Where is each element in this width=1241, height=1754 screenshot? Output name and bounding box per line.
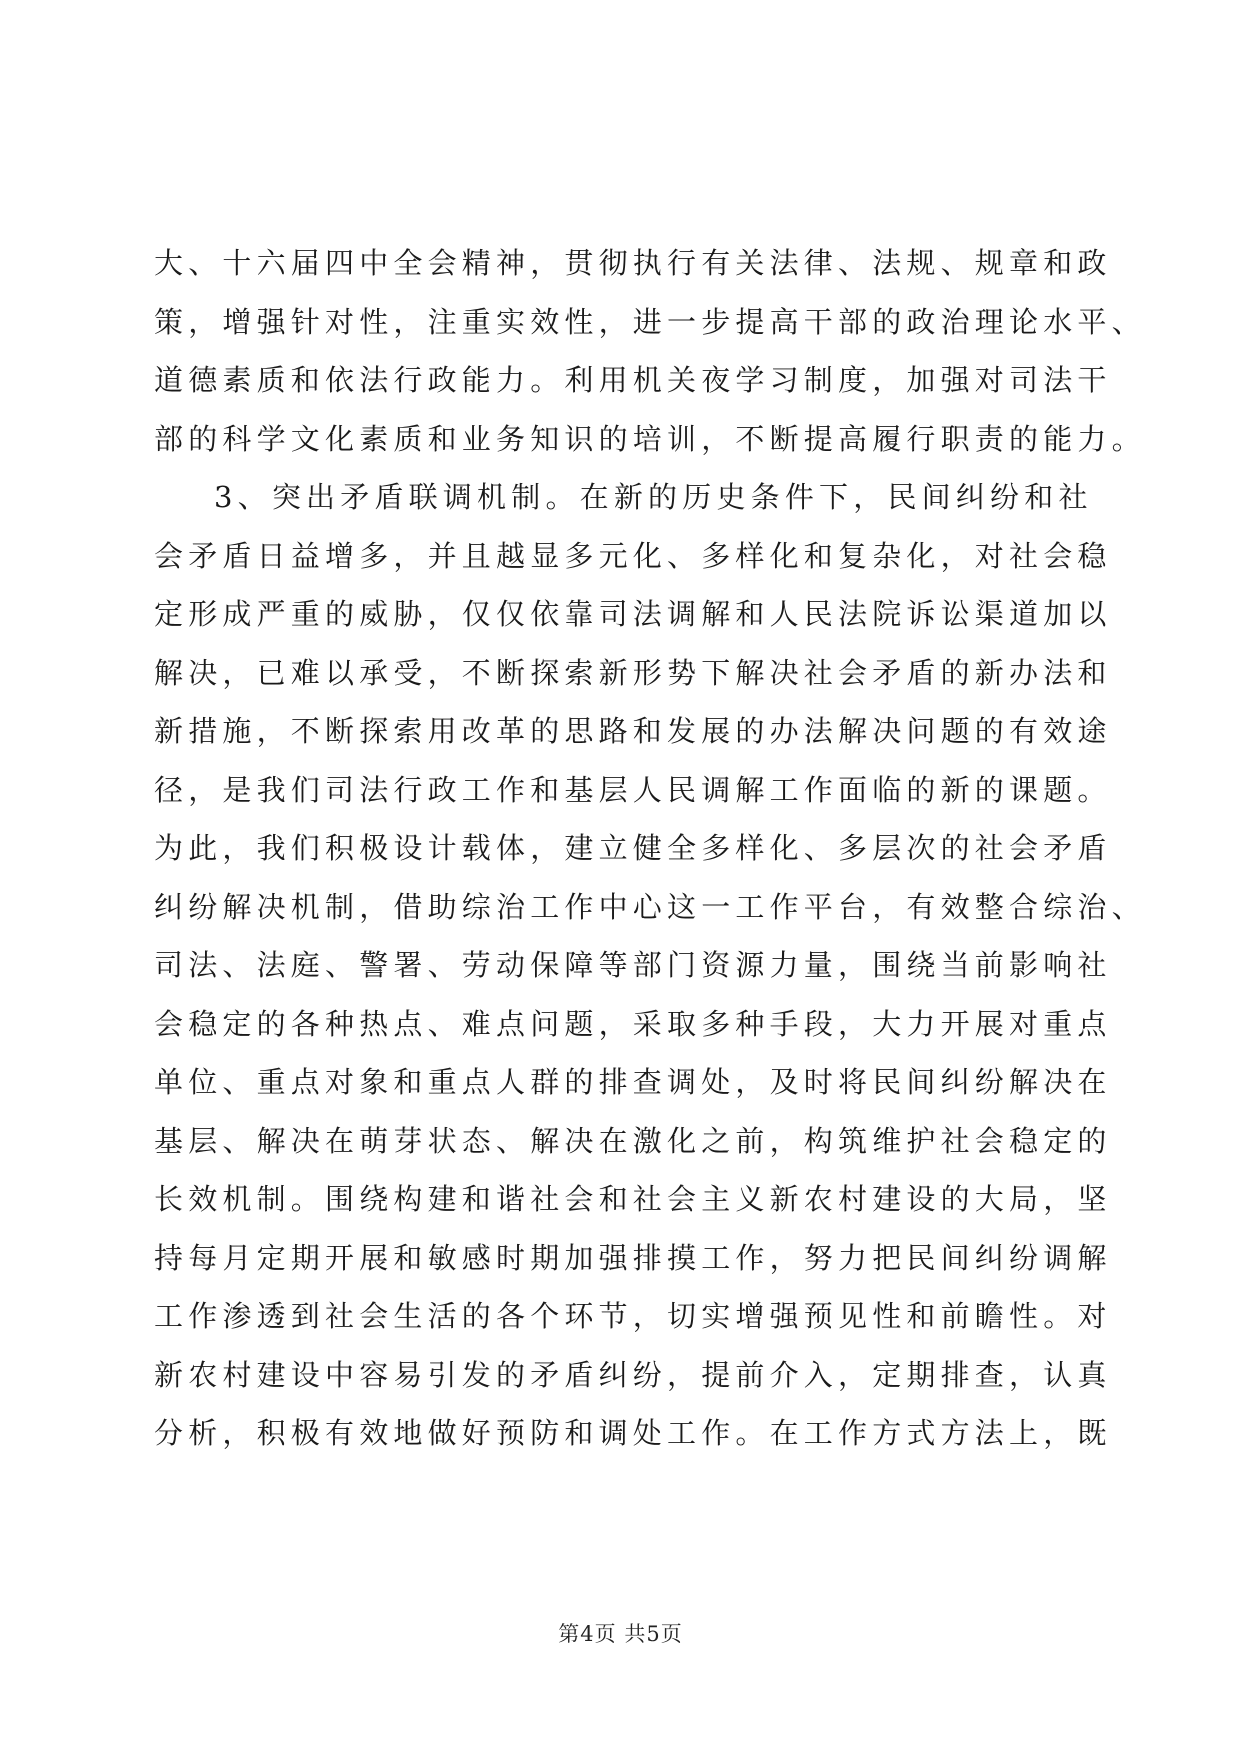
text-line: 部的科学文化素质和业务知识的培训，不断提高履行职责的能力。 bbox=[154, 421, 1146, 456]
text-line: 纠纷解决机制，借助综治工作中心这一工作平台，有效整合综治、 bbox=[154, 889, 1146, 924]
text-line: 分析，积极有效地做好预防和调处工作。在工作方式方法上，既 bbox=[154, 1416, 1112, 1450]
text-line: 大、十六届四中全会精神，贯彻执行有关法律、法规、规章和政 bbox=[154, 246, 1112, 280]
text-line: 新措施，不断探索用改革的思路和发展的办法解决问题的有效途 bbox=[154, 714, 1112, 748]
text-line: 道德素质和依法行政能力。利用机关夜学习制度，加强对司法干 bbox=[154, 363, 1112, 397]
text-line: 会稳定的各种热点、难点问题，采取多种手段，大力开展对重点 bbox=[154, 1006, 1112, 1041]
text-line: 解决，已难以承受，不断探索新形势下解决社会矛盾的新办法和 bbox=[154, 655, 1112, 690]
text-line: 策，增强针对性，注重实效性，进一步提高干部的政治理论水平、 bbox=[154, 304, 1146, 339]
text-line: 基层、解决在萌芽状态、解决在激化之前，构筑维护社会稳定的 bbox=[154, 1123, 1112, 1158]
text-line: 持每月定期开展和敏感时期加强排摸工作，努力把民间纠纷调解 bbox=[154, 1240, 1112, 1275]
text-line: 会矛盾日益增多，并且越显多元化、多样化和复杂化，对社会稳 bbox=[154, 538, 1112, 573]
text-line: 长效机制。围绕构建和谐社会和社会主义新农村建设的大局，坚 bbox=[154, 1182, 1112, 1216]
text-line: 3、突出矛盾联调机制。在新的历史条件下，民间纠纷和社 bbox=[214, 480, 1093, 514]
page-footer: 第4页 共5页 bbox=[558, 1622, 683, 1646]
text-line: 工作渗透到社会生活的各个环节，切实增强预见性和前瞻性。对 bbox=[154, 1299, 1112, 1333]
text-line: 司法、法庭、警署、劳动保障等部门资源力量，围绕当前影响社 bbox=[154, 948, 1112, 982]
text-line: 新农村建设中容易引发的矛盾纠纷，提前介入，定期排查，认真 bbox=[154, 1357, 1112, 1392]
text-line: 径，是我们司法行政工作和基层人民调解工作面临的新的课题。 bbox=[154, 772, 1112, 807]
document-body bbox=[154, 234, 1146, 1463]
text-line: 为此，我们积极设计载体，建立健全多样化、多层次的社会矛盾 bbox=[154, 831, 1112, 865]
text-line: 单位、重点对象和重点人群的排查调处，及时将民间纠纷解决在 bbox=[154, 1065, 1112, 1099]
text-line: 定形成严重的威胁，仅仅依靠司法调解和人民法院诉讼渠道加以 bbox=[154, 597, 1112, 631]
